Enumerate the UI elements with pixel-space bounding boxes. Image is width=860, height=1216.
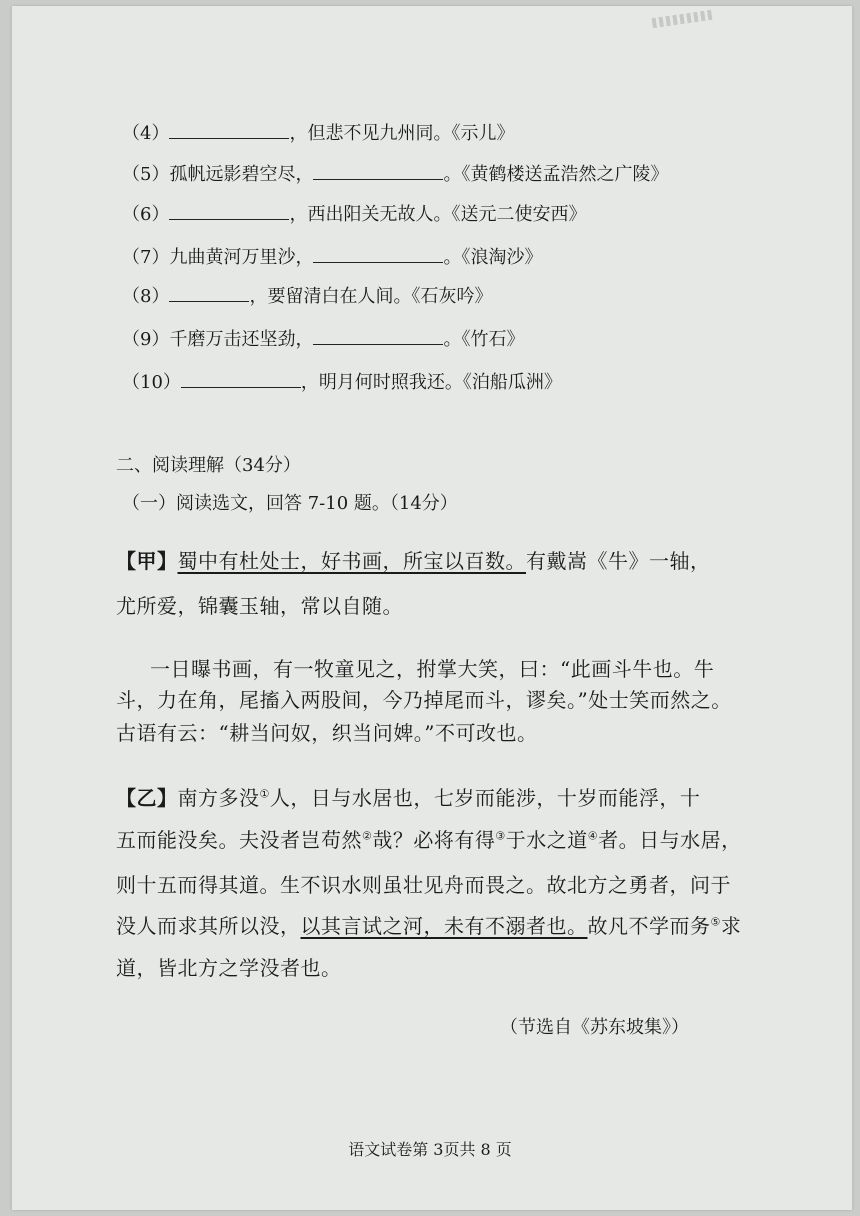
question-number: （6） — [122, 204, 170, 225]
passage-jia-line-5: 古语有云：“耕当问奴，织当问婢。”不可改也。 — [116, 721, 538, 745]
passage-text: 于水之道 — [505, 828, 588, 852]
answer-blank[interactable] — [169, 283, 249, 302]
poem-title: 《送元二使安西》 — [451, 204, 587, 225]
poem-fill-line — [122, 326, 524, 352]
passage-yi-line-2 — [116, 828, 742, 852]
answer-blank[interactable] — [169, 120, 289, 139]
passage-text: 人，日与水居也，七岁而能涉，十岁而能浮，十 — [269, 786, 701, 810]
footnote-mark: ⑤ — [710, 915, 721, 929]
poem-text: 。 — [443, 247, 462, 268]
poem-fill-line — [122, 244, 542, 270]
passage-jia-line-3: 一日曝书画，有一牧童见之，拊掌大笑，曰：“此画斗牛也。牛 — [150, 657, 715, 681]
poem-fill-line — [122, 201, 586, 227]
answer-blank[interactable] — [313, 244, 443, 263]
poem-text: 孤帆远影碧空尽， — [169, 164, 314, 185]
footnote-mark: ① — [259, 787, 270, 801]
passage-jia-line-4: 斗，力在角，尾搐入两股间，今乃掉尾而斗，谬矣。”处士笑而然之。 — [116, 688, 732, 712]
question-number: （5） — [122, 164, 170, 185]
question-number: （10） — [122, 372, 181, 393]
underlined-sentence-jia: 蜀中有杜处士，好书画，所宝以百数。 — [177, 549, 526, 573]
poem-text: ，但悲不见九州同。 — [289, 123, 452, 144]
passage-text: 南方多没 — [177, 786, 260, 810]
poem-fill-line — [122, 283, 492, 309]
passage-jia-line-1 — [116, 549, 716, 573]
passage-text: 有戴嵩《牛》一轴， — [526, 549, 711, 573]
footnote-mark: ③ — [495, 829, 506, 843]
passage-yi-line-4 — [116, 914, 742, 938]
passage-text: 求 — [720, 914, 742, 938]
poem-fill-line — [122, 369, 562, 395]
passage-tag-yi: 【乙】 — [116, 786, 178, 810]
passage-yi-line-5: 道，皆北方之学没者也。 — [116, 956, 342, 980]
scan-edge-mark — [652, 10, 713, 28]
poem-title: 《石灰吟》 — [411, 286, 493, 307]
poem-text: ，要留清白在人间。 — [249, 286, 412, 307]
poem-text: 千磨万击还坚劲， — [169, 329, 314, 350]
passage-yi-line-3: 则十五而得其道。生不识水则虽壮见舟而畏之。故北方之勇者，问于 — [116, 873, 731, 897]
passage-source: （节选自《苏东坡集》） — [500, 1017, 689, 1038]
passage-yi-line-1 — [116, 786, 716, 810]
poem-text: ，明月何时照我还。 — [300, 372, 463, 393]
answer-blank[interactable] — [313, 326, 443, 345]
passage-text: 故凡不学而务 — [587, 914, 711, 938]
poem-text: ，西出阳关无故人。 — [289, 204, 452, 225]
poem-text: 。 — [443, 164, 462, 185]
question-number: （4） — [122, 123, 170, 144]
poem-text: 。 — [443, 329, 462, 350]
footnote-mark: ④ — [587, 829, 599, 843]
underlined-sentence-yi: 以其言试之河，未有不溺者也。 — [300, 914, 588, 938]
poem-title: 《竹石》 — [461, 329, 525, 350]
question-number: （9） — [122, 329, 170, 350]
poem-fill-line — [122, 120, 514, 146]
footnote-mark: ② — [362, 829, 373, 843]
passage-text: 五而能没矣。夫没者岂苟然 — [116, 828, 362, 852]
poem-fill-line — [122, 161, 668, 187]
answer-blank[interactable] — [181, 369, 301, 388]
passage-text: 没人而求其所以没， — [116, 914, 301, 938]
passage-jia-line-2: 尤所爱，锦囊玉轴，常以自随。 — [116, 594, 403, 618]
section-subheading: （一）阅读选文，回答 7-10 题。（14分） — [122, 493, 458, 514]
answer-blank[interactable] — [313, 161, 443, 180]
poem-title: 《黄鹤楼送孟浩然之广陵》 — [461, 164, 669, 185]
poem-title: 《示儿》 — [451, 123, 515, 144]
poem-title: 《浪淘沙》 — [461, 247, 543, 268]
answer-blank[interactable] — [169, 201, 289, 220]
passage-text: 者。日与水居， — [598, 828, 742, 852]
passage-tag-jia: 【甲】 — [116, 549, 178, 573]
question-number: （7） — [122, 247, 170, 268]
page-footer: 语文试卷第 3页共 8 页 — [348, 1140, 512, 1159]
poem-text: 九曲黄河万里沙， — [169, 247, 314, 268]
poem-title: 《泊船瓜洲》 — [462, 372, 562, 393]
question-number: （8） — [122, 286, 170, 307]
section-heading: 二、阅读理解（34分） — [116, 455, 301, 476]
passage-text: 哉？必将有得 — [372, 828, 496, 852]
